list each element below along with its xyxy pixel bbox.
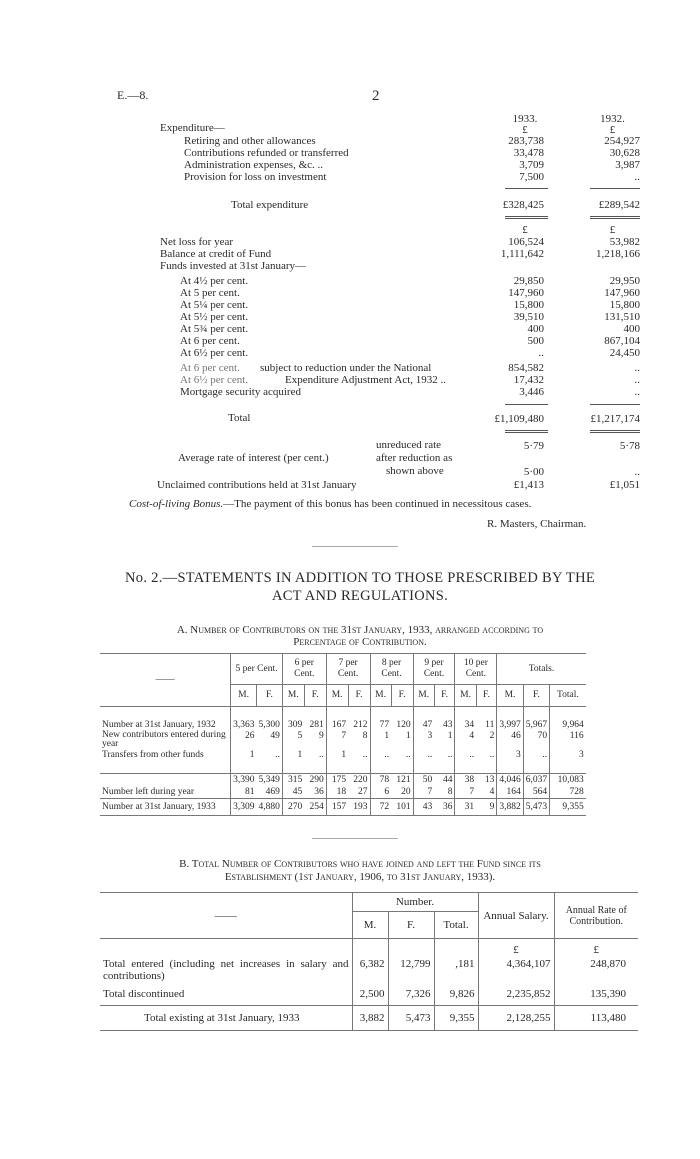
cell: 3 (497, 749, 523, 761)
table-row (100, 786, 640, 799)
cell: 1 (282, 749, 304, 761)
cell: 1 (405, 731, 411, 741)
cell: 47 (413, 719, 434, 731)
cell: 6,382 (352, 957, 388, 983)
cell: 6 (370, 786, 391, 799)
unclaimed-label: Unclaimed contributions held at 31st January (157, 479, 357, 491)
value-1932: 15,800 (609, 299, 640, 311)
rule (505, 404, 548, 405)
cell: 7 (455, 786, 476, 799)
cell: 248,870 (554, 957, 638, 983)
cell: 1 (231, 749, 257, 761)
group-header: 8 per Cent. (370, 654, 413, 685)
col-header: Total. (434, 912, 478, 939)
group-header: 6 per Cent. (282, 654, 326, 685)
row-label: Net loss for year (160, 236, 234, 248)
sub-header: F. (304, 685, 326, 707)
cell: 5,967 (523, 719, 549, 731)
value-1933: 15,800 (513, 299, 544, 311)
group-header: Totals. (497, 654, 586, 685)
cell: 9,355 (550, 799, 586, 816)
value-1933: 3,446 (519, 386, 544, 398)
avg-rate-1932: .. (634, 466, 640, 478)
cell: 10,083 (550, 774, 586, 787)
sub-header: F. (434, 685, 455, 707)
value-1933: 106,524 (508, 236, 544, 248)
value-1932: 147,960 (604, 287, 640, 299)
row-label: Total existing at 31st January, 1933 (100, 1006, 352, 1031)
cell: 26 (231, 731, 257, 749)
cell: 77 (370, 719, 391, 731)
cell: 50 (413, 774, 434, 787)
cell: .. (413, 749, 434, 761)
table-a-title: A. Number of Contributors on the 31st January, 1933, arranged according to (176, 624, 544, 636)
row-label: At 5¼ per cent. (180, 299, 249, 311)
section-divider (312, 546, 398, 547)
cell: 5,349 (257, 774, 283, 787)
cell: 135,390 (554, 983, 638, 1006)
cell: 7,326 (388, 983, 434, 1006)
row-label: Administration expenses, &c. .. (184, 159, 324, 171)
value-1932: 254,927 (604, 135, 640, 147)
cell: 31 (455, 799, 476, 816)
value-1932: 3,987 (615, 159, 640, 171)
cell: 113,480 (554, 1006, 638, 1031)
value-1933: 29,850 (513, 275, 544, 287)
cell: 5,473 (523, 799, 549, 816)
row-label: Number left during year (102, 786, 195, 797)
average-rate-note: shown above (386, 465, 444, 477)
year-1933-header: 1933. (512, 113, 538, 125)
cell: 9 (476, 799, 497, 816)
row-label: Transfers from other funds (102, 749, 204, 760)
row-label (100, 774, 231, 787)
cell: 290 (304, 774, 326, 787)
cell: 2,500 (352, 983, 388, 1006)
cell: 7 (326, 731, 348, 749)
unclaimed-1933: £1,413 (513, 479, 544, 491)
group-header: 9 per Cent. (413, 654, 455, 685)
cell: 121 (391, 774, 413, 787)
row-label: Total entered (including net increases in salary and contributions) (103, 958, 349, 982)
bonus-paragraph (129, 498, 531, 510)
currency-symbol: £ (609, 224, 616, 236)
cell: 2,128,255 (478, 1006, 554, 1031)
cell: 9,964 (550, 719, 586, 731)
bonus-title: Cost-of-living Bonus. (129, 498, 224, 510)
value-1933: 147,960 (508, 287, 544, 299)
cell: 13 (476, 774, 497, 787)
row-label: At 5 per cent. (180, 287, 240, 299)
cell: 3,363 (231, 719, 257, 731)
currency-symbol: £ (609, 124, 616, 136)
cell: 78 (370, 774, 391, 787)
value-1933: 500 (527, 335, 544, 347)
row-label: Total discontinued (103, 988, 185, 1000)
value-1933: 400 (527, 323, 544, 335)
double-rule (590, 430, 640, 433)
table-row (100, 774, 640, 787)
cell: 120 (396, 719, 411, 730)
year-1932-header: 1932. (600, 113, 625, 125)
value-1933: 39,510 (513, 311, 544, 323)
cell: .. (362, 749, 368, 760)
cell: 101 (391, 799, 413, 816)
sub-header: M. (370, 685, 391, 707)
bonus-text: —The payment of this bonus has been continued in necessitous cases. (223, 498, 532, 510)
cell: .. (405, 749, 411, 760)
sub-header: F. (523, 685, 549, 707)
cell: 36 (434, 799, 455, 816)
cell: 8 (362, 731, 368, 741)
row-label: Retiring and other allowances (184, 135, 316, 147)
cell: 4,364,107 (478, 957, 554, 983)
number-header: Number. (352, 893, 478, 912)
cell: 36 (314, 786, 324, 797)
sub-header: M. (326, 685, 348, 707)
table-b-title: B. Total Number of Contributors who have joined and left the Fund since its (179, 858, 541, 870)
value-1933: 283,738 (508, 135, 544, 147)
table-b (100, 892, 638, 1031)
cell: .. (370, 749, 391, 761)
table-b-title: Establishment (1st January, 1906, to 31st January, 1933). (224, 871, 496, 883)
average-rate-note: after reduction as (376, 452, 453, 464)
value-1933: .. (538, 347, 544, 359)
cell: .. (523, 749, 549, 761)
cell: 3,882 (497, 799, 523, 816)
cell: 1 (370, 731, 391, 749)
cell: 3,390 (231, 774, 257, 787)
cell: 1 (447, 731, 453, 741)
value-1932: .. (634, 386, 640, 398)
cell: 3,882 (352, 1006, 388, 1031)
cell: 43 (442, 719, 453, 730)
average-rate-note: unreduced rate (376, 439, 442, 451)
cell: 220 (348, 774, 370, 787)
cell: 1 (326, 749, 348, 761)
value-1932: 24,450 (609, 347, 640, 359)
cell: 11 (485, 719, 495, 730)
cell: 164 (497, 786, 523, 799)
cell: 212 (353, 719, 368, 730)
cell: 4,880 (257, 799, 283, 816)
value-1932: 400 (623, 323, 640, 335)
value-1932: 867,104 (604, 335, 640, 347)
funds-total-label: Total (228, 412, 251, 424)
value-1932: 29,950 (609, 275, 640, 287)
cell: 175 (326, 774, 348, 787)
sub-header: M. (282, 685, 304, 707)
row-label: New contributors entered during year (102, 730, 226, 749)
cell: 4 (489, 786, 495, 797)
cell: 70 (523, 731, 549, 749)
table-a (100, 653, 640, 816)
sub-header: M. (413, 685, 434, 707)
cell: 9,355 (434, 1006, 478, 1031)
row-label: At 6½ per cent. (180, 347, 249, 359)
document-reference: E.—8. (117, 88, 149, 102)
cell: 46 (497, 731, 523, 749)
cell: 309 (282, 719, 304, 731)
average-rate-label: Average rate of interest (per cent.) (178, 452, 329, 464)
col-header: M. (352, 912, 388, 939)
cell: 49 (270, 731, 280, 741)
cell: 315 (282, 774, 304, 787)
sub-header: F. (257, 685, 283, 707)
table-a-title: Percentage of Contribution. (293, 636, 427, 648)
value-1932: .. (634, 171, 640, 183)
table-a-header-blank: —— (100, 654, 231, 707)
cell: 6,037 (523, 774, 549, 787)
value-1933: 1,111,642 (500, 248, 544, 260)
cell: .. (489, 749, 495, 760)
avg-rate-1933: 5·00 (523, 466, 544, 478)
cell: 3,997 (497, 719, 523, 731)
cell: 116 (550, 731, 586, 749)
section-divider (312, 838, 398, 839)
value-1932: 1,218,166 (596, 248, 640, 260)
value-1932: 53,982 (609, 236, 640, 248)
table-row (100, 1006, 638, 1031)
cell: 270 (282, 799, 304, 816)
cell: 20 (401, 786, 411, 797)
cell: 18 (326, 786, 348, 799)
value-1933: 3,709 (519, 159, 544, 171)
cell: 564 (523, 786, 549, 799)
table-row (100, 957, 638, 983)
double-rule (590, 216, 640, 219)
cell: 43 (413, 799, 434, 816)
double-rule (505, 216, 548, 219)
table-row (100, 749, 640, 761)
unclaimed-1932: £1,051 (609, 479, 640, 491)
cell: 44 (434, 774, 455, 787)
section-title: ACT AND REGULATIONS. (271, 588, 449, 604)
brace-note: Expenditure Adjustment Act, 1932 .. (285, 374, 447, 386)
total-expenditure-label: Total expenditure (231, 199, 309, 211)
cell: 8 (447, 786, 453, 797)
value-1932: .. (634, 362, 640, 374)
sub-header: F. (391, 685, 413, 707)
value-1933: 33,478 (513, 147, 544, 159)
cell: 5 (282, 731, 304, 749)
funds-total-1932: £1,217,174 (590, 413, 640, 425)
double-rule (505, 430, 548, 433)
group-header: 5 per Cent. (231, 654, 283, 685)
cell: 5,473 (388, 1006, 434, 1031)
row-label: At 6 per cent. (180, 335, 240, 347)
avg-rate-1932: 5·78 (619, 440, 640, 452)
sub-header: F. (348, 685, 370, 707)
cell: 254 (304, 799, 326, 816)
row-label: Number at 31st January, 1933 (100, 799, 231, 816)
cell: 469 (265, 786, 280, 797)
cell: .. (447, 749, 453, 760)
funds-total-1933: £1,109,480 (494, 413, 544, 425)
value-1932: 131,510 (604, 311, 640, 323)
rate-header: Annual Rate of Contribution. (554, 893, 638, 939)
sub-header: M. (455, 685, 476, 707)
cell: 34 (455, 719, 476, 731)
sub-header: Total. (550, 685, 586, 707)
cell: 3 (413, 731, 434, 749)
cell: .. (455, 749, 476, 761)
avg-rate-1933: 5·79 (523, 440, 544, 452)
row-label: At 4½ per cent. (180, 275, 249, 287)
cell: .. (275, 749, 280, 760)
cell: 12,799 (388, 957, 434, 983)
cell: 193 (348, 799, 370, 816)
cell: 157 (326, 799, 348, 816)
cell: 3 (550, 749, 586, 761)
table-row (100, 799, 640, 816)
row-label: Provision for loss on investment (184, 171, 327, 183)
currency-symbol: £ (554, 939, 638, 958)
cell: 4,046 (497, 774, 523, 787)
value-1932: 30,628 (609, 147, 640, 159)
row-label: At 6 per cent. (180, 362, 240, 374)
value-1933: 7,500 (519, 171, 544, 183)
cell: 72 (370, 799, 391, 816)
currency-symbol: £ (478, 939, 554, 958)
funds-heading: Funds invested at 31st January— (160, 260, 307, 272)
total-expenditure-1933: £328,425 (502, 199, 544, 211)
cell: 27 (358, 786, 368, 797)
cell: 38 (455, 774, 476, 787)
table-row (100, 731, 640, 749)
brace-note: subject to reduction under the National (260, 362, 432, 374)
cell: .. (318, 749, 324, 760)
cell: 167 (326, 719, 348, 731)
currency-symbol: £ (522, 224, 528, 236)
rule (590, 404, 640, 405)
cell: 45 (282, 786, 304, 799)
section-title: No. 2.—STATEMENTS IN ADDITION TO THOSE PRESCRIBED BY THE (125, 570, 595, 586)
page-number: 2 (372, 88, 380, 104)
sub-header: M. (497, 685, 523, 707)
salary-header: Annual Salary. (478, 893, 554, 939)
rule (505, 188, 548, 189)
cell: 2 (489, 731, 495, 741)
group-header: 10 per Cent. (455, 654, 497, 685)
rule (590, 188, 640, 189)
row-label: At 6½ per cent. (180, 374, 249, 386)
cell: ,181 (434, 957, 478, 983)
row-label: At 5¾ per cent. (180, 323, 249, 335)
table-row (100, 983, 638, 1006)
group-header: 7 per Cent. (326, 654, 370, 685)
table-b-header-blank: —— (100, 893, 352, 939)
row-label: Balance at credit of Fund (160, 248, 272, 260)
expenditure-heading: Expenditure— (160, 122, 225, 134)
signature: R. Masters, Chairman. (487, 518, 587, 530)
value-1933: 17,432 (513, 374, 544, 386)
cell: 9,826 (434, 983, 478, 1006)
currency-symbol: £ (522, 124, 528, 136)
col-header: F. (388, 912, 434, 939)
cell: 9 (318, 731, 324, 741)
row-label: Contributions refunded or transferred (184, 147, 349, 159)
cell: 281 (309, 719, 324, 730)
row-label: At 5½ per cent. (180, 311, 249, 323)
sub-header: F. (476, 685, 497, 707)
cell: 728 (550, 786, 586, 799)
cell: 2,235,852 (478, 983, 554, 1006)
value-1933: 854,582 (508, 362, 544, 374)
sub-header: M. (231, 685, 257, 707)
total-expenditure-1932: £289,542 (598, 199, 640, 211)
cell: 3,309 (231, 799, 257, 816)
row-label: Number at 31st January, 1932 (102, 719, 216, 730)
cell: 4 (455, 731, 476, 749)
cell: 81 (231, 786, 257, 799)
cell: 5,300 (258, 719, 280, 730)
value-1932: .. (634, 374, 640, 386)
cell: 7 (413, 786, 434, 799)
row-label: Mortgage security acquired (180, 386, 301, 398)
